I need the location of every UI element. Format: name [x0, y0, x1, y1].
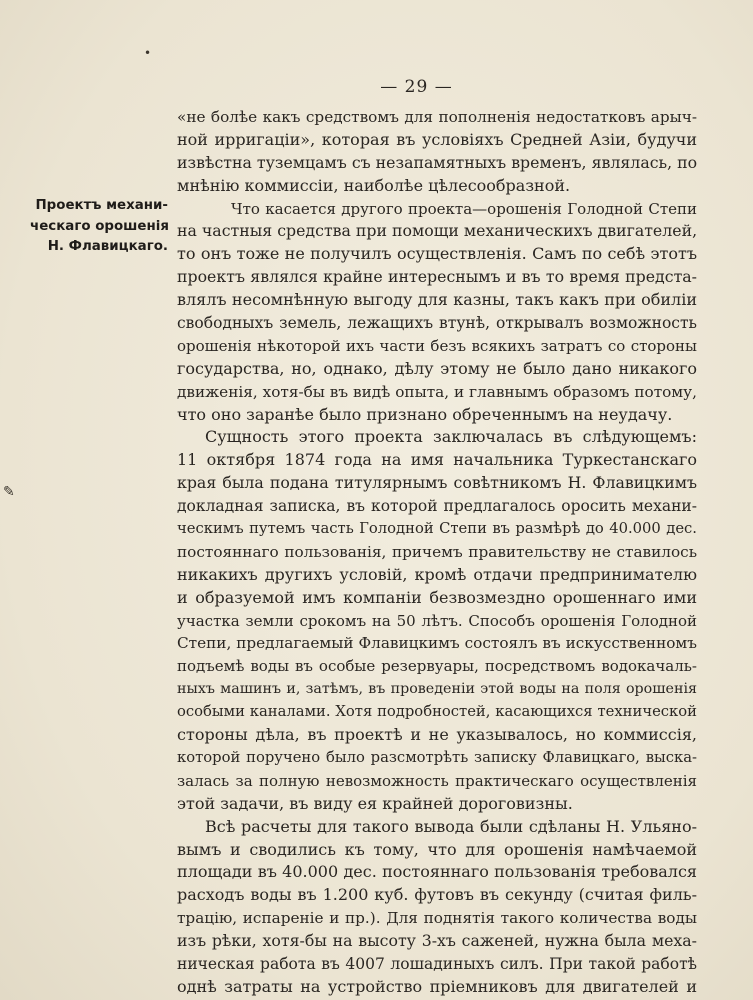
text-line: постояннаго пользованія, причемъ правительству не ставилось — [177, 542, 697, 561]
text-line: 11 октября 1874 года на имя начальника Туркестанскаго — [177, 450, 697, 470]
text-line: которой поручено было разсмотрѣть записку Флавицкаго, выска- — [177, 748, 697, 766]
text-line: то онъ тоже не получилъ осуществленія. Самъ по себѣ этотъ — [177, 244, 697, 264]
paragraph — [177, 198, 697, 427]
text-line: расходъ воды въ 1.200 куб. футовъ въ секунду (считая филь- — [177, 885, 697, 905]
text-line: Всѣ расчеты для такого вывода были сдѣланы Н. Ульяно- — [205, 816, 697, 836]
text-line: участка земли срокомъ на 50 лѣтъ. Способъ орошенія Голодной — [177, 611, 697, 630]
text-line: что оно заранѣе было признано обреченнымъ на неудачу. — [177, 404, 673, 424]
text-line: подъемѣ воды въ особые резервуары, посредствомъ водокачаль- — [177, 657, 697, 676]
margin-note-line: ческаго орошенія — [30, 218, 169, 234]
text-line: ной ирригаціи», которая въ условіяхъ Средней Азіи, будучи — [177, 129, 697, 149]
ink-speck: • — [144, 46, 152, 60]
text-line: ческимъ путемъ часть Голодной Степи въ размѣрѣ до 40.000 дес. — [177, 520, 697, 538]
text-line: Степи, предлагаемый Флавицкимъ состоялъ въ искусственномъ — [177, 634, 697, 653]
text-line: на частныя средства при помощи механическихъ двигателей, — [177, 221, 698, 241]
text-line: и образуемой имъ компаніи безвозмездно орошеннаго ими — [177, 587, 697, 607]
text-line: ныхъ машинъ и, затѣмъ, въ проведеніи этой воды на поля орошенія — [177, 681, 697, 698]
text-line: этой задачи, въ виду ея крайней дороговизны. — [177, 793, 573, 813]
text-line: изъ рѣки, хотя-бы на высоту 3-хъ саженей, нужна была меха- — [177, 931, 697, 951]
text-line: стороны дѣла, въ проектѣ и не указывалось, но коммиссія, — [177, 725, 697, 745]
text-line: мнѣнію коммиссіи, наиболѣе цѣлесообразной. — [177, 175, 571, 195]
margin-mark: ✎ — [3, 484, 15, 500]
text-line: края была подана титулярнымъ совѣтникомъ Н. Флавицкимъ — [177, 473, 697, 493]
text-line: проектъ являлся крайне интереснымъ и въ то время предста- — [177, 267, 697, 287]
text-line: однѣ затраты на устройство пріемниковъ для двигателей и — [177, 976, 697, 996]
text-line: Сущность этого проекта заключалась въ слѣдующемъ: — [205, 427, 697, 447]
text-line: Что касается другого проекта—орошенія Голодной Степи — [231, 199, 697, 218]
paragraph — [177, 106, 697, 198]
paragraph — [177, 426, 697, 815]
text-line: залась за полную невозможность практическаго осуществленія — [177, 771, 697, 790]
text-line: орошенія нѣкоторой ихъ части безъ всякихъ затратъ со стороны — [177, 336, 697, 355]
text-line: движенія, хотя-бы въ видѣ опыта, и главнымъ образомъ потому, — [177, 382, 697, 401]
text-line: извѣстна туземцамъ съ незапамятныхъ временъ, являлась, по — [177, 152, 698, 172]
text-line: площади въ 40.000 дес. постояннаго пользованія требовался — [177, 862, 697, 882]
page-number: — 29 — — [380, 77, 453, 97]
text-line: особыми каналами. Хотя подробностей, касающихся технической — [177, 703, 697, 721]
text-line: вымъ и сводились къ тому, что для орошенія намѣчаемой — [177, 839, 697, 859]
margin-note — [30, 196, 168, 258]
text-line: свободныхъ земель, лежащихъ втунѣ, открывалъ возможность — [177, 314, 697, 333]
text-line: ническая работа въ 4007 лошадиныхъ силъ. При такой работѣ — [177, 954, 697, 973]
text-line: трацію, испареніе и пр.). Для поднятія такого количества воды — [177, 909, 697, 928]
margin-note-line: Н. Флавицкаго. — [47, 239, 168, 254]
text-line: влялъ несомнѣнную выгоду для казны, такъ какъ при обиліи — [177, 290, 697, 310]
paragraph — [177, 816, 697, 999]
text-line: никакихъ другихъ условій, кромѣ отдачи предпринимателю — [177, 564, 697, 584]
margin-note-line: Проектъ механи- — [35, 198, 168, 213]
text-line: государства, но, однако, дѣлу этому не было дано никакого — [177, 358, 697, 378]
text-line: «не болѣе какъ средствомъ для пополненія недостатковъ арыч- — [177, 108, 697, 126]
text-line: докладная записка, въ которой предлагалось оросить механи- — [177, 497, 697, 516]
main-text — [177, 106, 697, 999]
